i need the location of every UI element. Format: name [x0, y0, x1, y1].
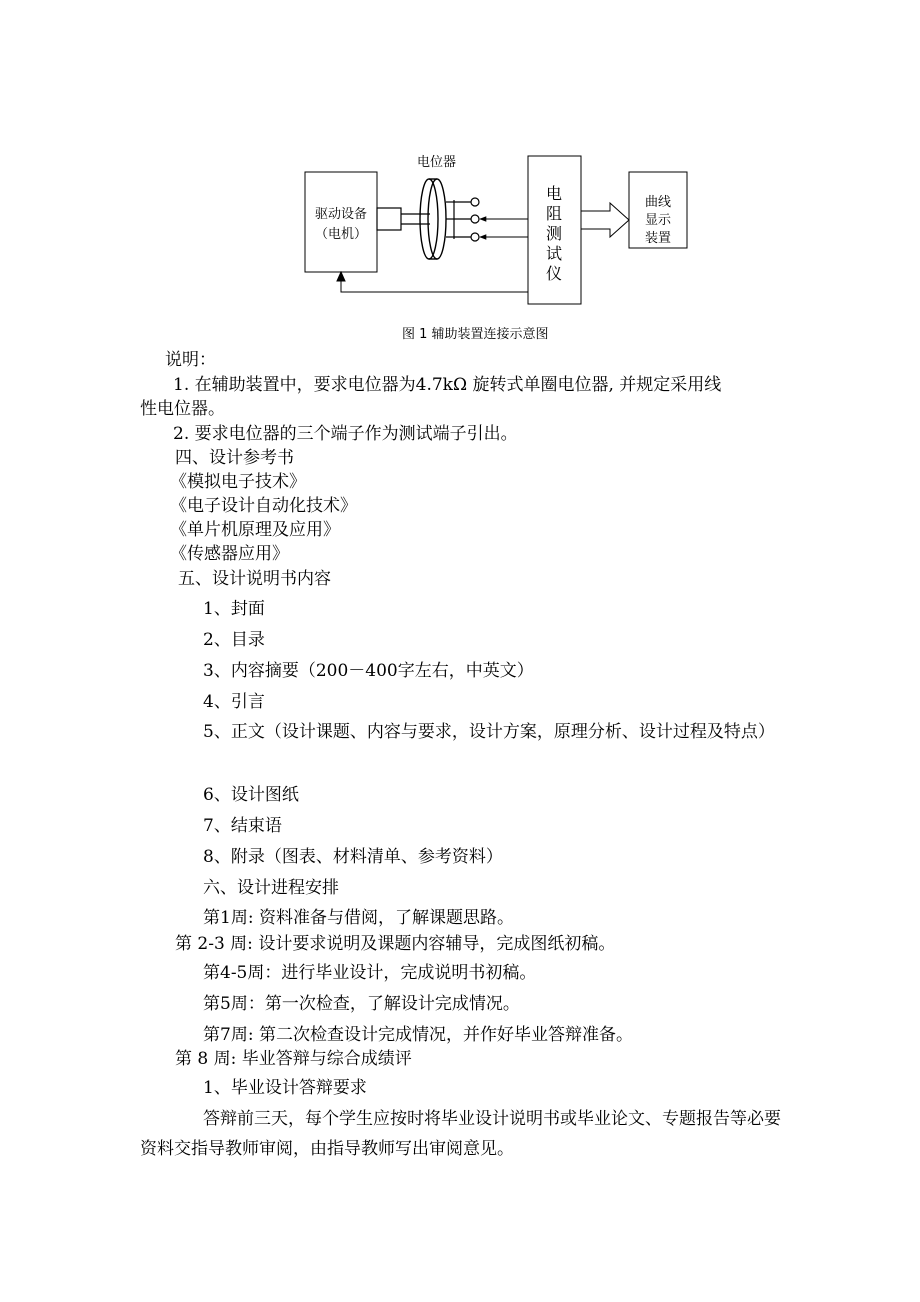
note-item-1-continued: 性电位器。: [140, 399, 225, 419]
defense-title: 1、毕业设计答辩要求: [203, 1078, 367, 1098]
output-hollow-arrow: [581, 203, 629, 237]
book-item: 《电子设计自动化技术》: [170, 496, 357, 516]
svg-text:测: 测: [545, 224, 563, 243]
schedule-item: 第1周: 资料准备与借阅，了解课题思路。: [203, 908, 514, 928]
svg-text:电: 电: [545, 184, 563, 203]
section5-title: 五、设计说明书内容: [178, 569, 331, 589]
section4-title: 四、设计参考书: [175, 448, 294, 468]
svg-text:显示: 显示: [644, 213, 672, 228]
motor-shaft: [377, 208, 401, 230]
contents-item: 4、引言: [203, 692, 265, 712]
contents-item: 2、目录: [203, 630, 265, 650]
contents-item: 7、结束语: [203, 816, 282, 836]
tester-probe-wires: [480, 219, 528, 237]
svg-text:阻: 阻: [545, 204, 563, 223]
book-item: 《单片机原理及应用》: [170, 520, 340, 540]
schedule-item: 第 2-3 周: 设计要求说明及课题内容辅导，完成图纸初稿。: [175, 934, 616, 954]
schedule-item: 第4-5周：进行毕业设计，完成说明书初稿。: [203, 963, 537, 983]
terminal-wires: [446, 198, 479, 241]
potentiometer-disk: [420, 179, 446, 259]
feedback-line: [337, 272, 528, 292]
schedule-item: 第5周：第一次检查，了解设计完成情况。: [203, 994, 520, 1014]
contents-item-main-body: 5、正文（设计课题、内容与要求，设计方案，原理分析、设计过程及特点）: [203, 722, 775, 742]
defense-paragraph: 答辩前三天，每个学生应按时将毕业设计说明书或毕业论文、专题报告等必要资料交指导教师审阅，由指导教师写出审阅意见。: [140, 1109, 781, 1159]
notes-heading: 说明：: [165, 350, 216, 370]
curve-display-label: [645, 194, 672, 246]
schedule-item: 第 8 周: 毕业答辩与综合成绩评: [175, 1049, 412, 1069]
section6-title: 六、设计进程安排: [203, 878, 339, 898]
drive-device-sublabel: （电机）: [314, 227, 368, 242]
drive-device-label: 驱动设备: [314, 207, 368, 222]
contents-item: 8、附录（图表、材料清单、参考资料）: [203, 847, 503, 867]
svg-text:试: 试: [545, 244, 563, 263]
book-item: 《模拟电子技术》: [170, 472, 306, 492]
svg-text:曲线: 曲线: [644, 195, 672, 210]
svg-text:装置: 装置: [644, 231, 672, 246]
book-item: 《传感器应用》: [170, 544, 289, 564]
schedule-item: 第7周: 第二次检查设计完成情况，并作好毕业答辩准备。: [203, 1025, 633, 1045]
note-item-1: 1. 在辅助装置中，要求电位器为4.7kΩ 旋转式单圈电位器, 并规定采用线: [173, 375, 722, 395]
connection-diagram: [0, 0, 920, 350]
contents-item: 6、设计图纸: [203, 785, 299, 805]
contents-item: 1、封面: [203, 599, 265, 619]
svg-text:仪: 仪: [545, 264, 563, 283]
drive-device-box: [305, 172, 377, 272]
contents-item: 3、内容摘要（200－400字左右，中英文）: [203, 661, 534, 681]
figure-caption: 图 1 辅助装置连接示意图: [402, 327, 549, 342]
resistance-tester-label: [546, 184, 562, 283]
note-item-2: 2. 要求电位器的三个端子作为测试端子引出。: [173, 424, 518, 444]
potentiometer-label: 电位器: [417, 155, 457, 170]
